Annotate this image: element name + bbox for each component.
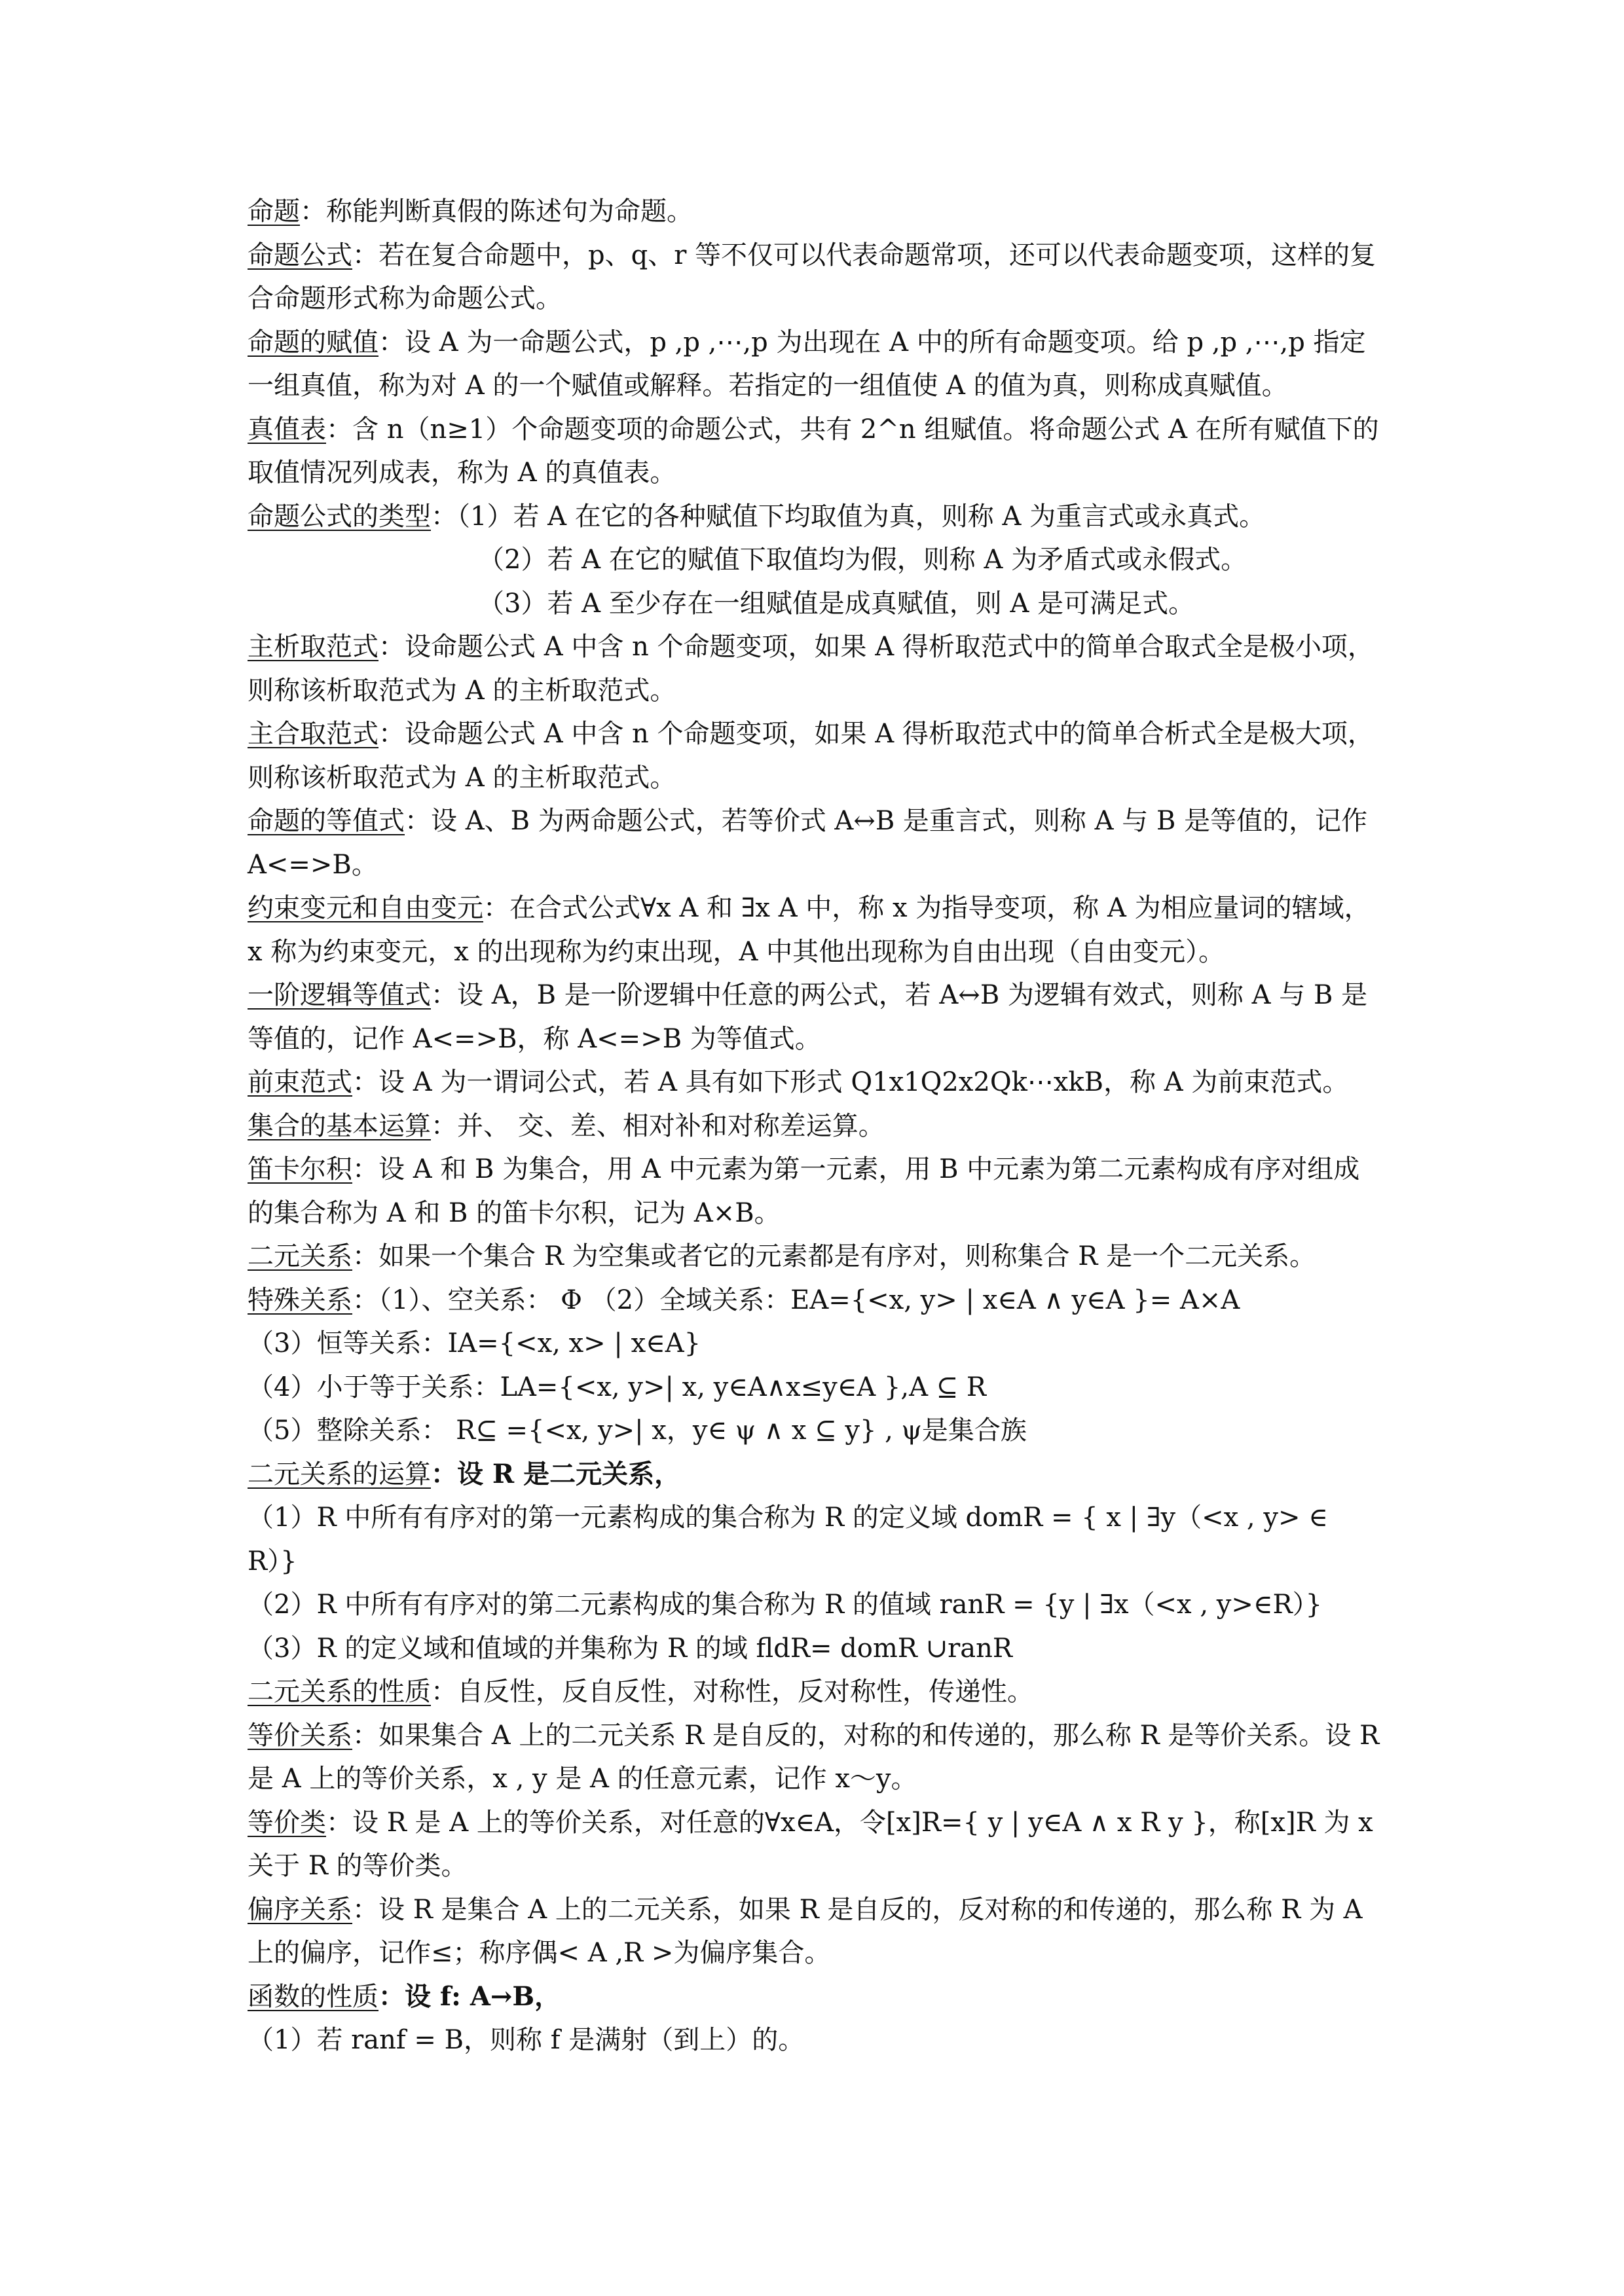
para-proposition-formula (248, 234, 1380, 321)
para-function-props-1 (248, 2018, 1380, 2062)
term-label: 主合取范式 (248, 719, 378, 749)
para-pdnf (248, 625, 1380, 712)
term-label: 命题公式的类型 (248, 501, 431, 532)
term-label: 集合的基本运算 (248, 1110, 431, 1141)
term-label: 二元关系的运算 (248, 1459, 431, 1489)
para-special-relations-5 (248, 1409, 1380, 1453)
definition-text: ：含 n（n≥1）个命题变项的命题公式，共有 2^n 组赋值。将命题公式 A 在所有赋值下的取值情况列成表，称为 A 的真值表。 (248, 414, 1379, 488)
definition-text: （5）整除关系： R⊆ ={<x, y>| x，y∈ ψ ∧ x ⊆ y} , ψ是集合族 (248, 1415, 1027, 1446)
para-relation-ops-2 (248, 1583, 1380, 1627)
para-cartesian (248, 1148, 1380, 1235)
para-formula-types-2 (248, 538, 1380, 582)
document-page (248, 190, 1380, 2062)
term-label: 命题的赋值 (248, 327, 378, 357)
term-label: 偏序关系 (248, 1894, 352, 1925)
term-label: 约束变元和自由变元 (248, 893, 483, 923)
para-binary-relation (248, 1235, 1380, 1279)
document-body (248, 190, 1380, 2062)
para-function-props (248, 1975, 1380, 2019)
definition-text: ：如果集合 A 上的二元关系 R 是自反的，对称的和传递的，那么称 R 是等价关系。设 R 是 A 上的等价关系，x , y 是 A 的任意元素，记作 x～y。 (248, 1720, 1380, 1794)
para-partial-order (248, 1888, 1380, 1975)
para-relation-ops (248, 1453, 1380, 1497)
para-proposition (248, 190, 1380, 234)
para-pcnf (248, 712, 1380, 799)
definition-text: （3）恒等关系：IA={<x, x> | x∈A} (248, 1328, 701, 1358)
term-label: 函数的性质 (248, 1981, 378, 2012)
para-special-relations (248, 1279, 1380, 1322)
term-label: 命题 (248, 196, 300, 227)
definition-text: ：设 A、B 为两命题公式，若等价式 A↔B 是重言式，则称 A 与 B 是等值的，记作 A<=>B。 (248, 806, 1368, 880)
para-relation-ops-3 (248, 1627, 1380, 1671)
term-label: 等价关系 (248, 1720, 352, 1751)
definition-text: （4）小于等于关系：LA={<x, y>| x, y∈A∧x≤y∈A },A ⊆ R (248, 1372, 987, 1402)
definition-text: ：称能判断真假的陈述句为命题。 (300, 196, 693, 227)
term-label: 特殊关系 (248, 1285, 352, 1315)
para-bound-free (248, 886, 1380, 974)
para-truth-table (248, 408, 1380, 495)
para-equiv-relation (248, 1714, 1380, 1801)
definition-text: ：如果一个集合 R 为空集或者它的元素都是有序对，则称集合 R 是一个二元关系。 (352, 1241, 1316, 1271)
definition-text: ：设命题公式 A 中含 n 个命题变项，如果 A 得析取范式中的简单合析式全是极大项，则称该析取范式为 A 的主析取范式。 (248, 719, 1374, 793)
para-relation-props (248, 1670, 1380, 1714)
para-relation-ops-1 (248, 1496, 1380, 1583)
definition-text: ：若在复合命题中，p、q、r 等不仅可以代表命题常项，还可以代表命题变项，这样的复合命题形式称为命题公式。 (248, 240, 1376, 314)
term-label: 二元关系的性质 (248, 1677, 431, 1707)
para-formula-types-3 (248, 582, 1380, 626)
para-equivalence (248, 799, 1380, 886)
para-assignment (248, 321, 1380, 408)
definition-text: （2）若 A 在它的赋值下取值均为假，则称 A 为矛盾式或永假式。 (478, 545, 1247, 575)
definition-text: ：（1）若 A 在它的各种赋值下均取值为真，则称 A 为重言式或永真式。 (431, 501, 1266, 532)
para-equiv-class (248, 1801, 1380, 1888)
definition-text: ：设命题公式 A 中含 n 个命题变项，如果 A 得析取范式中的简单合取式全是极小项，则称该析取范式为 A 的主析取范式。 (248, 632, 1374, 706)
definition-text: （3）R 的定义域和值域的并集称为 R 的域 fldR= domR ∪ranR (248, 1633, 1012, 1664)
term-label: 二元关系 (248, 1241, 352, 1271)
definition-text: ：设 R 是 A 上的等价关系，对任意的∀x∈A，令[x]R={ y | y∈A ∧ x R y }，称[x]R 为 x 关于 R 的等价类。 (248, 1807, 1373, 1881)
definition-text: ：设 R 是二元关系， (431, 1458, 681, 1489)
definition-text: ：设 A 和 B 为集合，用 A 中元素为第一元素，用 B 中元素为第二元素构成有序对组成的集合称为 A 和 B 的笛卡尔积，记为 A×B。 (248, 1154, 1360, 1228)
definition-text: ：设 A 为一谓词公式，若 A 具有如下形式 Q1x1Q2x2Qk⋯xkB，称 A 为前束范式。 (352, 1067, 1349, 1097)
para-special-relations-4 (248, 1366, 1380, 1410)
definition-text: ：设 A，B 是一阶逻辑中任意的两公式，若 A↔B 为逻辑有效式，则称 A 与 B 是等值的，记作 A<=>B，称 A<=>B 为等值式。 (248, 980, 1368, 1054)
term-label: 等价类 (248, 1807, 326, 1838)
para-prenex (248, 1061, 1380, 1104)
para-special-relations-3 (248, 1322, 1380, 1366)
definition-text: ：设 R 是集合 A 上的二元关系，如果 R 是自反的，反对称的和传递的，那么称 R 为 A 上的偏序，记作≤；称序偶< A ,R >为偏序集合。 (248, 1894, 1363, 1968)
para-formula-types (248, 495, 1380, 539)
definition-text: （1）若 ranf = B，则称 f 是满射（到上）的。 (248, 2025, 805, 2055)
definition-text: （2）R 中所有有序对的第二元素构成的集合称为 R 的值域 ranR = {y | ∃x（<x , y>∈R）} (248, 1590, 1323, 1620)
para-set-operations (248, 1104, 1380, 1148)
term-label: 前束范式 (248, 1067, 352, 1097)
term-label: 命题的等值式 (248, 806, 405, 836)
term-label: 真值表 (248, 414, 326, 445)
definition-text: （1）R 中所有有序对的第一元素构成的集合称为 R 的定义域 domR = { x | ∃y（<x , y> ∈ R）} (248, 1503, 1328, 1576)
para-fol-equivalence (248, 974, 1380, 1061)
term-label: 笛卡尔积 (248, 1154, 352, 1184)
definition-text: ：设 A 为一命题公式，p ,p ,⋯,p 为出现在 A 中的所有命题变项。给 p ,p ,⋯,p 指定一组真值，称为对 A 的一个赋值或解释。若指定的一组值使 A 的值为真，则称成真赋值。 (248, 327, 1366, 401)
definition-text: （3）若 A 至少存在一组赋值是成真赋值，则 A 是可满足式。 (478, 588, 1195, 619)
definition-text: ：并、 交、差、相对补和对称差运算。 (431, 1110, 885, 1141)
definition-text: ：（1）、空关系： Φ （2）全域关系：EA={<x, y> | x∈A ∧ y∈A }= A×A (352, 1285, 1240, 1315)
term-label: 一阶逻辑等值式 (248, 980, 431, 1010)
term-label: 主析取范式 (248, 632, 378, 662)
term-label: 命题公式 (248, 240, 352, 270)
definition-text: ：设 f: A→B， (378, 1980, 561, 2012)
definition-text: ：在合式公式∀x A 和 ∃x A 中，称 x 为指导变项，称 A 为相应量词的辖域，x 称为约束变元，x 的出现称为约束出现，A 中其他出现称为自由出现（自由变元）。 (248, 893, 1371, 967)
definition-text: ：自反性，反自反性，对称性，反对称性，传递性。 (431, 1677, 1033, 1707)
